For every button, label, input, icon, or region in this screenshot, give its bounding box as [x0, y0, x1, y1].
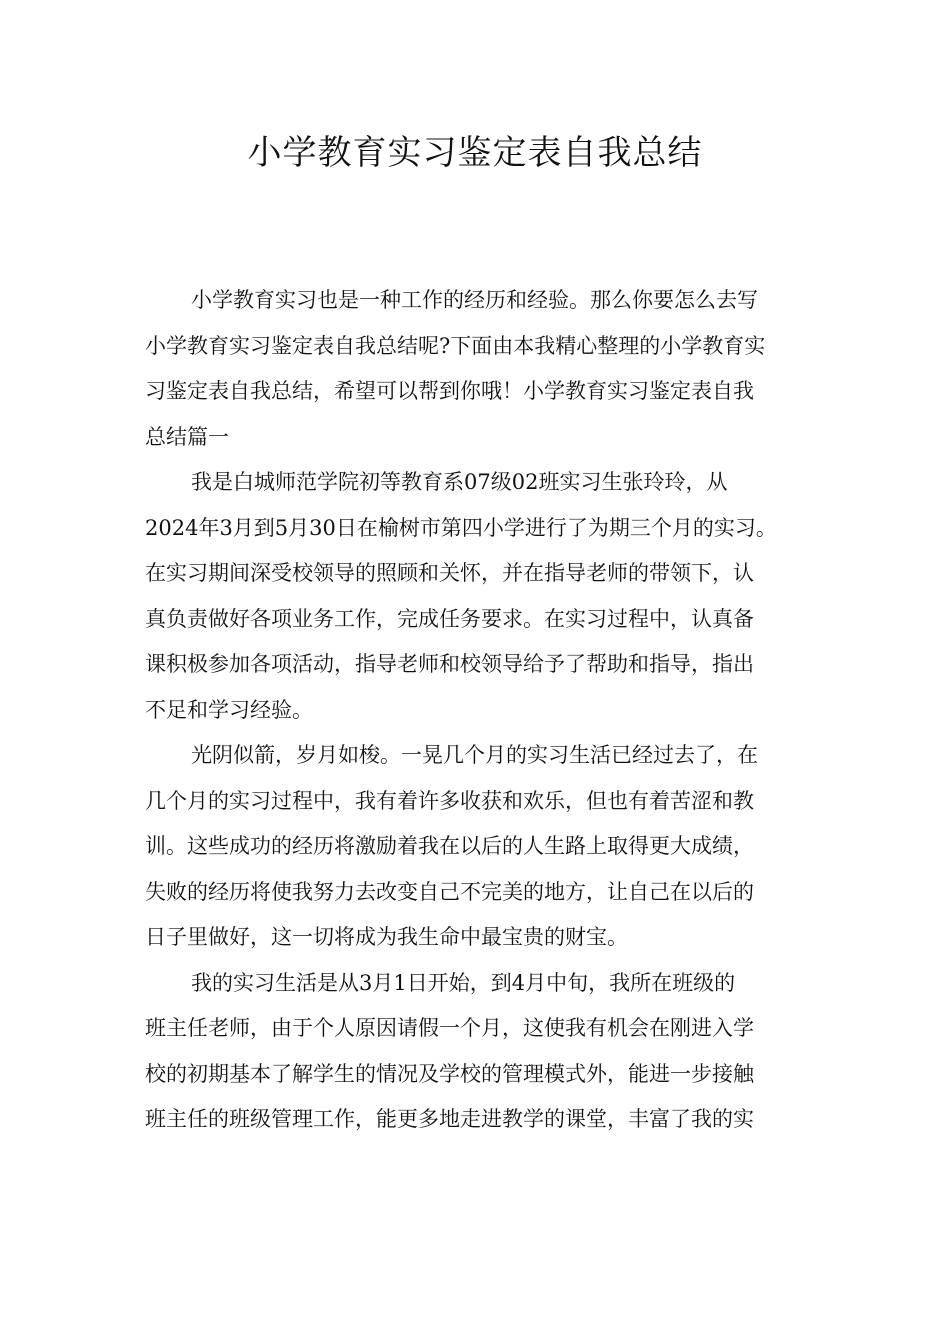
- paragraph-line: 我的实习生活是从3月1日开始，到4月中旬，我所在班级的: [191, 970, 736, 995]
- paragraph-line: 校的初期基本了解学生的情况及学校的管理模式外，能进一步接触: [145, 1061, 754, 1086]
- paragraph-line: 真负责做好各项业务工作，完成任务要求。在实习过程中，认真备: [145, 606, 754, 631]
- paragraph-line: 几个月的实习过程中，我有着许多收获和欢乐，但也有着苦涩和教: [145, 788, 754, 813]
- paragraph-2: [145, 460, 810, 733]
- paragraph-line: 日子里做好，这一切将成为我生命中最宝贵的财宝。: [145, 925, 628, 949]
- paragraph-line: 在实习期间深受校领导的照顾和关怀，并在指导老师的带领下，认: [145, 561, 754, 585]
- paragraph-line: 习鉴定表自我总结，希望可以帮到你哦！小学教育实习鉴定表自我: [145, 379, 754, 403]
- paragraph-line: 班主任的班级管理工作，能更多地走进教学的课堂，丰富了我的实: [145, 1107, 754, 1131]
- paragraph-3: [145, 733, 810, 961]
- paragraph-line: 我是白城师范学院初等教育系07级02班实习生张玲玲，从: [191, 470, 728, 494]
- paragraph-line: 2024年3月到5月30日在榆树市第四小学进行了为期三个月的实习。: [145, 515, 777, 540]
- paragraph-1: [145, 278, 810, 460]
- paragraph-line: 不足和学习经验。: [145, 697, 313, 722]
- paragraph-4: [145, 961, 810, 1143]
- document-body: [145, 278, 810, 1143]
- paragraph-line: 小学教育实习也是一种工作的经历和经验。那么你要怎么去写: [191, 288, 758, 312]
- paragraph-line: 班主任老师，由于个人原因请假一个月，这使我有机会在刚进入学: [145, 1016, 754, 1040]
- document-title: 小学教育实习鉴定表自我总结: [247, 133, 703, 173]
- paragraph-line: 光阴似箭，岁月如梭。一晃几个月的实习生活已经过去了，在: [191, 743, 758, 767]
- paragraph-line: 失败的经历将使我努力去改变自己不完美的地方，让自己在以后的: [145, 879, 754, 904]
- paragraph-line: 训。这些成功的经历将激励着我在以后的人生路上取得更大成绩，: [145, 834, 754, 858]
- paragraph-line: 课积极参加各项活动，指导老师和校领导给予了帮助和指导，指出: [145, 652, 754, 676]
- paragraph-line: 总结篇一: [145, 424, 229, 449]
- paragraph-line: 小学教育实习鉴定表自我总结呢?下面由本我精心整理的小学教育实: [145, 333, 766, 358]
